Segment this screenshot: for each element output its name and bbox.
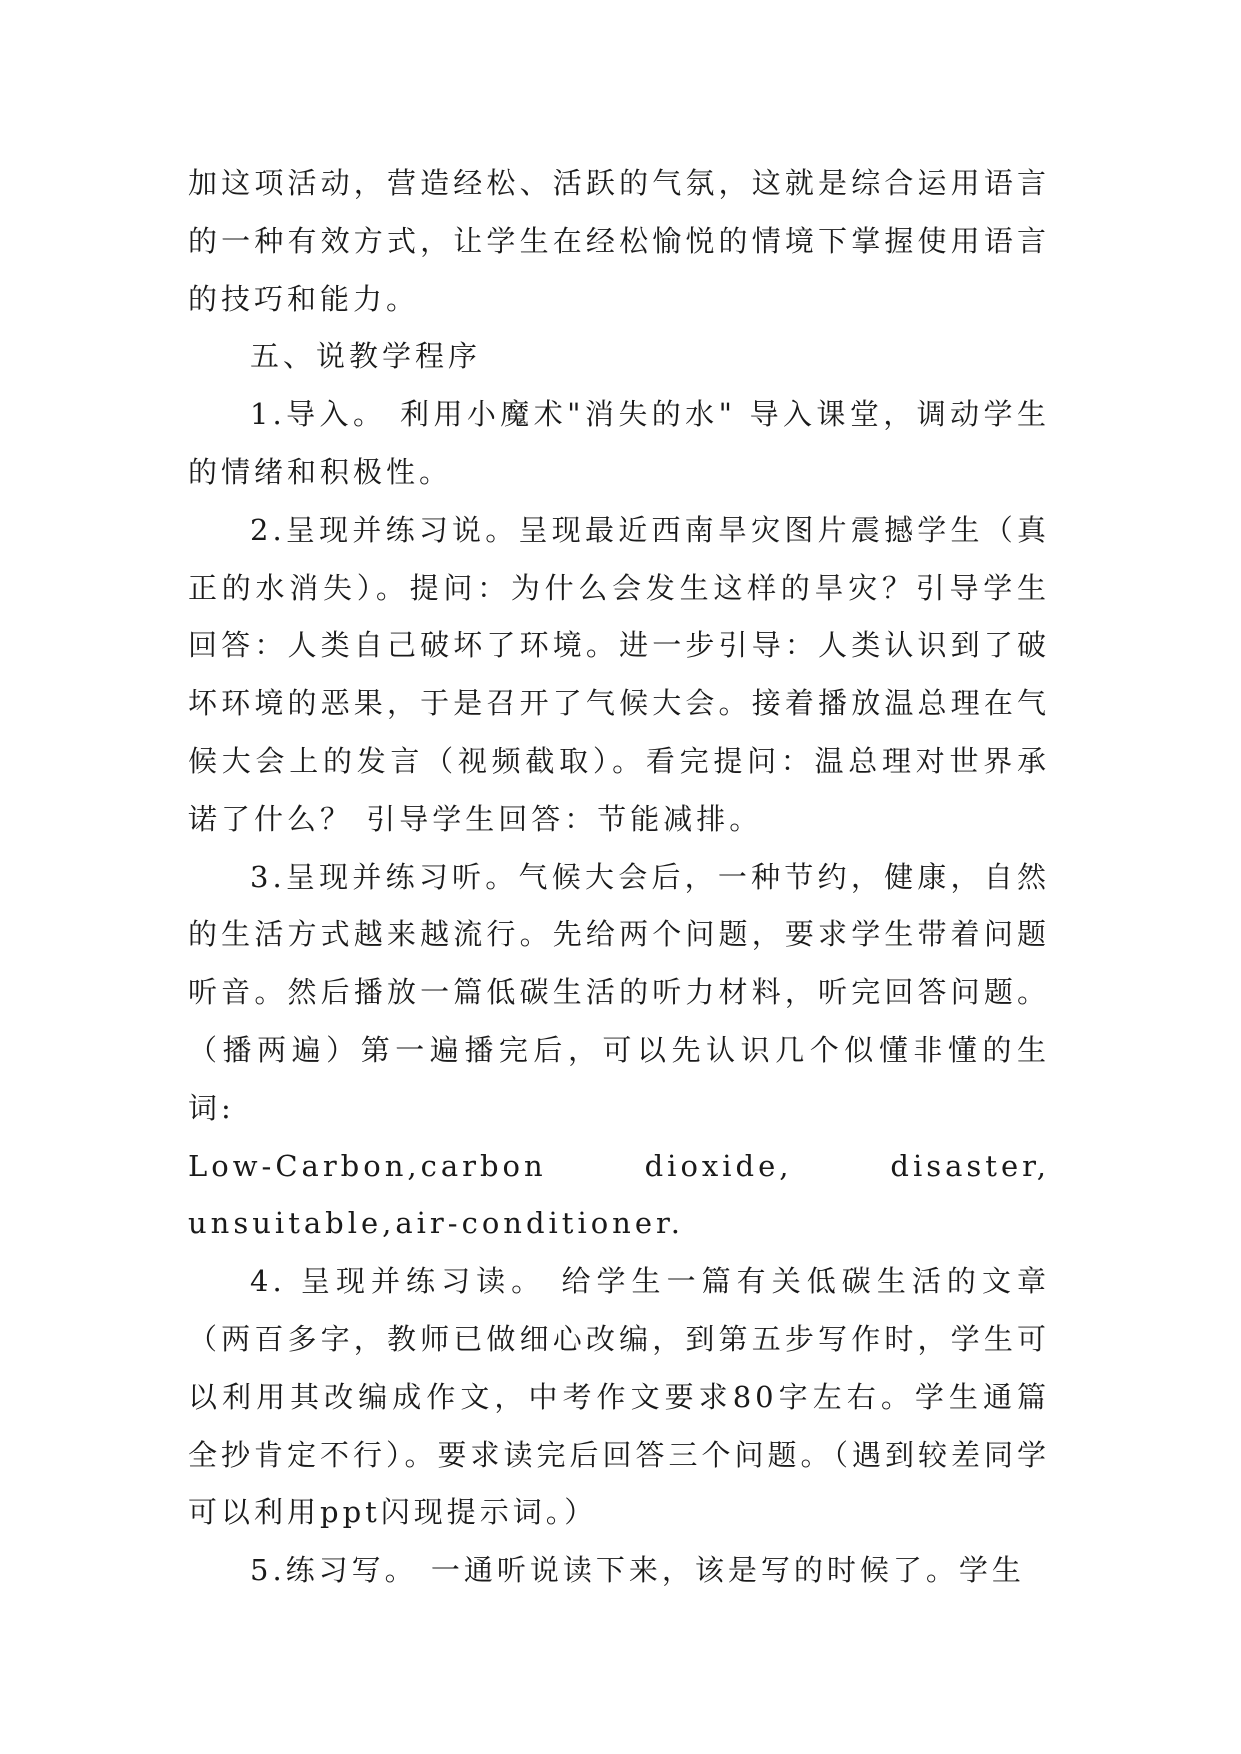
document-body (188, 155, 1050, 1600)
vocabulary-line-2: unsuitable,air-conditioner. (188, 1206, 684, 1241)
paragraph-step-3-listening: 3.呈现并练习听。气候大会后，一种节约，健康，自然的生活方式越来越流行。先给两个问题，要求学生带着问题听音。然后播放一篇低碳生活的听力材料，听完回答问题。（播两遍）第一遍播完后，可以先认识几个似懂非懂的生词: (188, 859, 1050, 1125)
paragraph-step-1-introduction: 1.导入。 利用小魔术"消失的水" 导入课堂，调动学生的情绪和积极性。 (188, 397, 1050, 489)
paragraph-step-2-speaking: 2.呈现并练习说。呈现最近西南旱灾图片震撼学生（真正的水消失）。提问：为什么会发生这样的旱灾？引导学生回答：人类自己破坏了环境。进一步引导：人类认识到了破坏环境的恶果，于是召开了气候大会。接着播放温总理在气候大会上的发言（视频截取）。看完提问：温总理对世界承诺了什么？ 引导学生回答：节能减排。 (188, 512, 1050, 836)
section-heading-teaching-procedure: 五、说教学程序 (250, 339, 482, 374)
paragraph-continuation: 加这项活动，营造经松、活跃的气氛，这就是综合运用语言的一种有效方式，让学生在经松愉悦的情境下掌握使用语言的技巧和能力。 (188, 166, 1050, 316)
paragraph-step-4-reading: 4. 呈现并练习读。 给学生一篇有关低碳生活的文章（两百多字，教师已做细心改编，到第五步写作时，学生可以利用其改编成作文，中考作文要求80字左右。学生通篇全抄肯定不行）。要求读完后回答三个问题。（遇到较差同学可以利用ppt闪现提示词。） (188, 1264, 1051, 1530)
paragraph-step-5-writing: 5.练习写。 一通听说读下来，该是写的时候了。学生 (250, 1553, 1025, 1588)
vocabulary-line-1: Low-Carbon,carbon dioxide, disaster, (188, 1148, 1050, 1183)
